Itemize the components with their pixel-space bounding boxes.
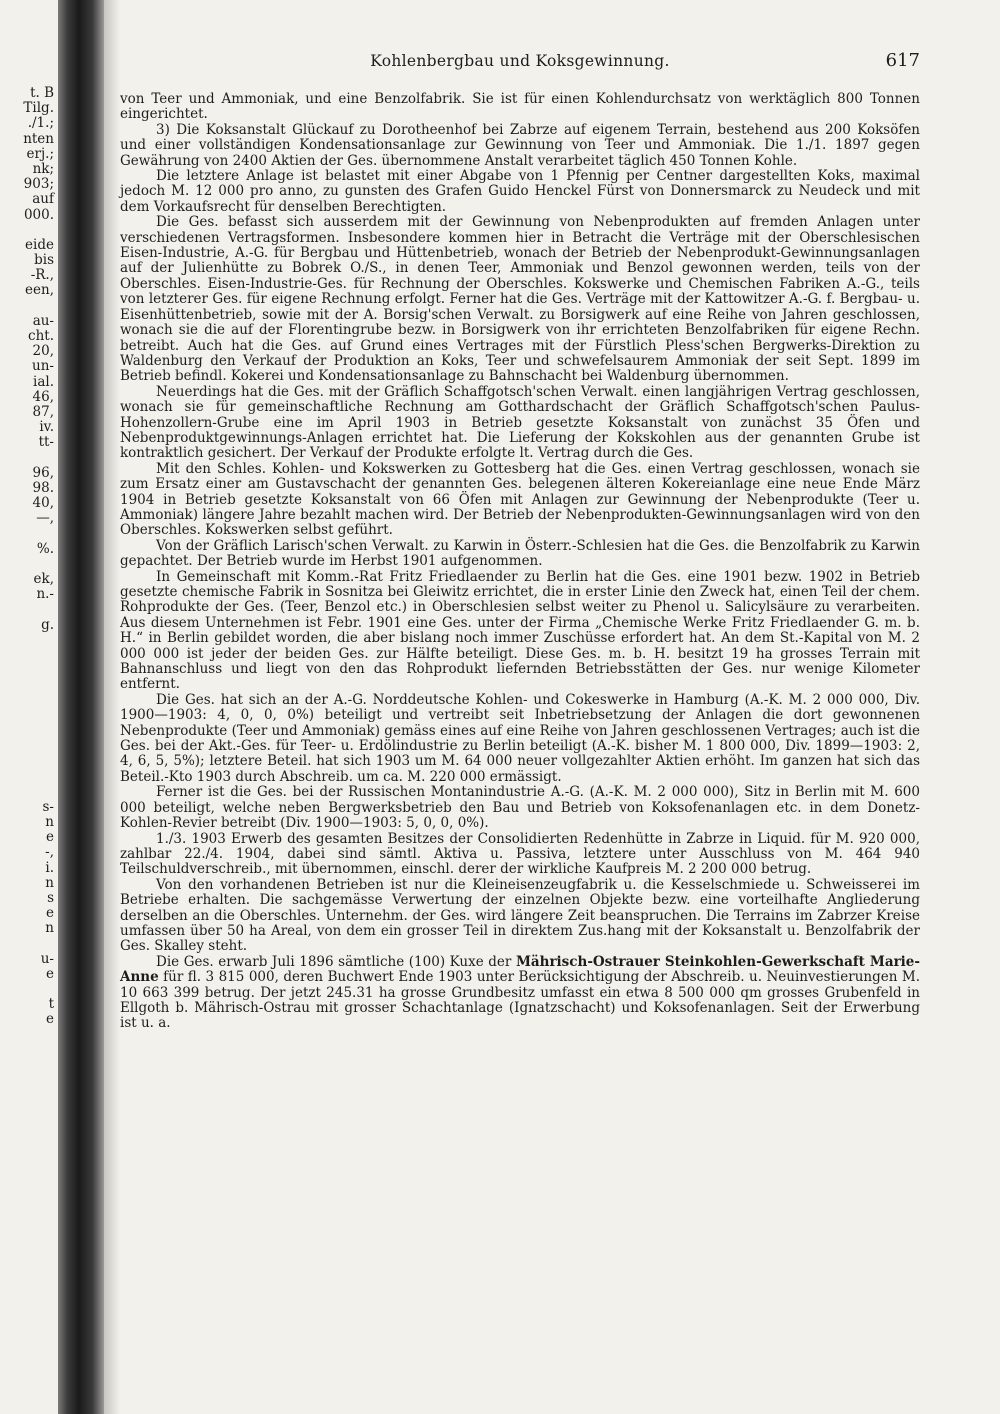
running-title: Kohlenbergbau und Koksgewinnung. <box>370 52 670 70</box>
margin-fragment: e <box>46 829 54 846</box>
margin-fragment: ./1.; <box>27 115 54 132</box>
paragraph: Von den vorhandenen Betrieben ist nur die Kleineisenzeugfabrik u. die Kesselschmiede u. Schweisserei im Betriebe erhalten. Die sachgemässe Verwertung der einzelnen Objekte bezw. eine vorteilhafte Angliederung derselben an die Oberschles. Unternehm. der Ges. wird längere Zeit beanspruchen. Die Terrains im Zabrzer Kreise umfassen über 50 ha Areal, von dem ein grosser Teil in direktem Zus.hang mit der Koksanstalt u. Benzolfabrik der Ges. Skalley steht. <box>120 876 920 955</box>
margin-fragment: t. B <box>30 86 54 101</box>
margin-fragment <box>0 451 58 466</box>
margin-fragment: 20, <box>32 343 54 360</box>
margin-fragment: n <box>45 874 54 891</box>
paragraph: Mit den Schles. Kohlen- und Kokswerken zu Gottesberg hat die Ges. einen Vertrag geschlossen, wonach sie zum Ersatz einer am Gustavschacht der genannten Ges. belegenen älteren Kokereianlage eine neue Ende März 1904 in Betrieb gesetzte Koksanstalt von 66 Öfen mit Anlagen zur Gewinnung der Nebenprodukte (Teer u. Ammoniak) längere Jahre bezahlt machen wird. Der Betrieb der Nebenprodukten-Gewinnungsanlagen wird von den Oberschles. Kokswerken selbst geführt. <box>120 460 920 539</box>
margin-fragment: n.- <box>36 586 54 603</box>
margin-fragment: ial. <box>33 373 54 390</box>
margin-fragment: -R., <box>30 267 54 284</box>
gutter-shadow <box>104 0 120 1414</box>
margin-fragment: g. <box>41 616 54 633</box>
paragraph: Die Ges. befasst sich ausserdem mit der Gewinnung von Nebenprodukten auf fremden Anlagen unter verschiedenen Vertragsformen. Insbesondere kommen hier in Betracht die Verträge mit der Oberschlesischen Eisen-Industrie, A.-G. für Bergbau und Hüttenbetrieb, wonach der Betrieb der Nebenprodukt-Gewinnungsanlagen auf der Julienhütte zu Bobrek O./S., in denen Teer, Ammoniak und Benzol gewonnen werden, teils von der Oberschles. Eisen-Industrie-Ges. für Rechnung der Oberschles. Kokswerke und Chemischen Fabriken A.-G., teils von letzterer Ges. für eigene Rechnung erfolgt. Ferner hat die Ges. Verträge mit der Kattowitzer A.-G. f. Bergbau- u. Eisenhüttenbetrieb, sowie mit der A. Borsig'schen Verwalt. zu Borsigwerk auf eine Reihe von Jahren geschlossen, wonach sie die auf der Florentingrube bezw. in Borsigwerk von ihr errichteten Benzolfabriken für eigene Rechn. betreibt. Auch hat die Ges. auf Grund eines Vertrages mit der Fürstlich Pless'schen Bergwerks-Direktion zu Waldenburg den Verkauf der Produktion an Koks, Teer und schwefelsaurem Ammoniak der seit Sept. 1899 im Betrieb befindl. Kokerei und Kondensationsanlage zu Bahnschacht bei Waldenburg übernommen. <box>120 214 920 385</box>
margin-fragment <box>0 526 58 541</box>
margin-fragment <box>0 663 58 678</box>
margin-fragment: au- <box>32 312 54 329</box>
paragraph: 1./3. 1903 Erwerb des gesamten Besitzes der Consolidierten Redenhütte in Zabrze in Liquid. für M. 920 000, zahlbar 22./4. 1904, dabei sind sämtl. Aktiva u. Passiva, letztere unter Ausschluss von M. 464 940 Teilschuldverschreib., mit übernommen, einschl. derer der wirkliche Kaufpreis M. 2 200 000 betrug. <box>120 830 920 878</box>
margin-fragment <box>0 557 58 572</box>
margin-fragment: %. <box>36 540 54 557</box>
margin-fragment <box>0 648 58 663</box>
margin-fragment: nk; <box>32 160 54 177</box>
margin-fragment: 96, <box>32 464 54 481</box>
margin-fragment: tt- <box>38 434 54 451</box>
margin-fragment: s- <box>42 798 54 815</box>
margin-fragment: e <box>46 965 54 982</box>
paragraph: Die letztere Anlage ist belastet mit einer Abgabe von 1 Pfennig per Centner dargestellten Koks, maximal jedoch M. 12 000 pro anno, zu gunsten des Grafen Guido Henckel Fürst von Donnersmarck zu Neudeck und mit dem Vorkaufsrecht für denselben Berechtigten. <box>120 168 920 215</box>
margin-fragment: 98. <box>32 479 54 496</box>
paragraph: Die Ges. hat sich an der A.-G. Norddeutsche Kohlen- und Cokeswerke in Hamburg (A.-K. M. 2 000 000, Div. 1900—1903: 4, 0, 0, 0%) beteiligt und vertreibt seit Inbetriebsetzung der Anlagen die dort gewonnenen Nebenprodukte (Teer und Ammoniak) gemäss eines auf eine Reihe von Jahren geschlossenen Vertrages; auch ist die Ges. bei der Akt.-Ges. für Teer- u. Erdölindustrie zu Berlin beteiligt (A.-K. bisher M. 1 800 000, Div. 1899—1903: 2, 4, 6, 5, 5%); letztere Beteil. hat sich 1903 um M. 64 000 neuer vollgezahlter Aktien erhöht. Im ganzen hat sich das Beteil.-Kto 1903 durch Abschreib. um ca. M. 220 000 ermässigt. <box>120 691 920 785</box>
paragraph: Von der Gräflich Larisch'schen Verwalt. zu Karwin in Österr.-Schlesien hat die Ges. die Benzolfabrik zu Karwin gepachtet. Der Betrieb wurde im Herbst 1901 aufgenommen. <box>120 537 920 570</box>
margin-fragment <box>0 937 58 952</box>
paragraph: Neuerdings hat die Ges. mit der Gräflich Schaffgotsch'schen Verwalt. einen langjährigen Vertrag geschlossen, wonach sie für gemeinschaftliche Rechnung am Gotthardschacht der Gräflich Schaffgotsch'schen Paulus-Hohenzollern-Grube eine im April 1903 in Betrieb gesetzte Koksanstalt von zunächst 35 Öfen und Nebenproduktgewinnungs-Anlagen errichtet hat. Die Lieferung der Kokskohlen aus der genannten Grube ist kontraktlich gesichert. Der Verkauf der Produkte erfolgte lt. Vertrag durch die Ges. <box>120 383 920 462</box>
margin-fragment: cht. <box>28 328 54 344</box>
margin-fragment: 000. <box>23 206 54 223</box>
margin-fragment: erj.; <box>26 145 54 162</box>
margin-fragment <box>0 223 58 238</box>
margin-fragment <box>0 785 58 800</box>
body-text <box>120 92 920 1032</box>
margin-fragment: ek, <box>33 571 54 587</box>
margin-fragment: een, <box>25 282 54 299</box>
margin-fragment <box>0 769 58 784</box>
left-margin-fragments <box>0 86 58 1028</box>
margin-fragment <box>0 724 58 739</box>
margin-fragment: iv. <box>39 419 54 436</box>
paragraph: In Gemeinschaft mit Komm.-Rat Fritz Friedlaender zu Berlin hat die Ges. eine 1901 bezw. 1902 in Betrieb gesetzte chemische Fabrik in Sosnitza bei Gleiwitz errichtet, die in erster Linie den Zweck hat, einen Teil der chem. Rohprodukte der Ges. (Teer, Benzol etc.) in Oberschlesien selbst weiter zu Phenol u. Salicylsäure zu verarbeiten. Aus diesem Unternehmen ist Febr. 1901 eine Ges. unter der Firma „Chemische Werke Fritz Friedlaender G. m. b. H.“ in Berlin gebildet worden, die aber bislang noch immer Zuschüsse erfordert hat. An dem St.-Kapital von M. 2 000 000 ist jeder der beiden Ges. zur Hälfte beteiligt. Diese Ges. m. b. H. besitzt 19 ha grosses Terrain mit Bahnanschluss und liegt von den das Rohprodukt liefernden Betriebsstätten der Ges. nur wenige Kilometer entfernt. <box>120 568 920 693</box>
margin-fragment <box>0 602 58 617</box>
paragraph-lead: Die Ges. erwarb Juli 1896 sämtliche (100) Kuxe der <box>156 953 516 970</box>
margin-fragment: -, <box>45 844 54 861</box>
margin-fragment <box>0 299 58 314</box>
margin-fragment: 46, <box>32 388 54 405</box>
margin-fragment: 40, <box>32 495 54 512</box>
margin-fragment <box>0 633 58 648</box>
page-number: 617 <box>885 50 920 71</box>
page-header <box>120 50 920 74</box>
margin-fragment <box>0 678 58 693</box>
paragraph: 3) Die Koksanstalt Glückauf zu Dorotheenhof bei Zabrze auf eigenem Terrain, bestehend aus 200 Koksöfen und einer vollständigen Kondensationsanlage zur Gewinnung von Teer und Ammoniak. Die 1./1. 1897 gegen Gewährung von 2400 Aktien der Ges. übernommene Anstalt verarbeitet täglich 450 Tonnen Kohle. <box>120 121 920 169</box>
margin-fragment: Tilg. <box>23 100 54 117</box>
margin-fragment: e <box>46 1011 54 1028</box>
paragraph <box>120 955 920 1032</box>
margin-fragment: e <box>46 905 54 922</box>
margin-fragment: eide <box>25 236 54 253</box>
margin-fragment: un- <box>32 358 54 375</box>
margin-fragment: 87, <box>32 403 54 420</box>
margin-fragment: nten <box>23 130 54 147</box>
margin-fragment: auf <box>32 191 54 208</box>
margin-fragment: i. <box>45 859 54 876</box>
margin-fragment: 903; <box>23 176 54 193</box>
binding-gutter <box>58 0 104 1414</box>
margin-fragment: s <box>47 889 54 906</box>
paragraph-rest: für fl. 3 815 000, deren Buchwert Ende 1903 unter Berücksichtigung der Abschreib. u. Neuinvestierungen M. 10 663 399 betrug. Der jetzt 245.31 ha grosse Grundbesitz umfasst ein etwa 8 500 000 qm grosses Grubenfeld in Ellgoth b. Mährisch-Ostrau mit grosser Schachtanlage (Ignatzschacht) und Koksofenanlagen. Seit der Erwerbung ist u. a. <box>120 969 920 1032</box>
margin-fragment <box>0 739 58 754</box>
margin-fragment: u- <box>40 950 54 967</box>
margin-fragment: —, <box>36 510 54 527</box>
margin-fragment <box>0 694 58 709</box>
margin-fragment: t <box>48 996 54 1013</box>
margin-fragment: n <box>45 814 54 830</box>
margin-fragment <box>0 709 58 724</box>
margin-fragment <box>0 754 58 769</box>
paragraph: Ferner ist die Ges. bei der Russischen Montanindustrie A.-G. (A.-K. M. 2 000 000), Sitz in Berlin mit M. 600 000 beteiligt, welche neben Bergwerksbetrieb den Bau und Betrieb von Koksofenanlagen etc. in dem Donetz-Kohlen-Revier betreibt (Div. 1900—1903: 5, 0, 0, 0%). <box>120 784 920 832</box>
company-name-bold: Mährisch-Ostrauer Steinkohlen-Gewerkschaft Marie-Anne <box>120 953 920 986</box>
paragraph: von Teer und Ammoniak, und eine Benzolfabrik. Sie ist für einen Kohlendurchsatz von werktäglich 800 Tonnen eingerichtet. <box>120 91 920 123</box>
margin-fragment <box>0 982 58 997</box>
margin-fragment: n <box>45 920 54 937</box>
margin-fragment: bis <box>34 252 54 269</box>
